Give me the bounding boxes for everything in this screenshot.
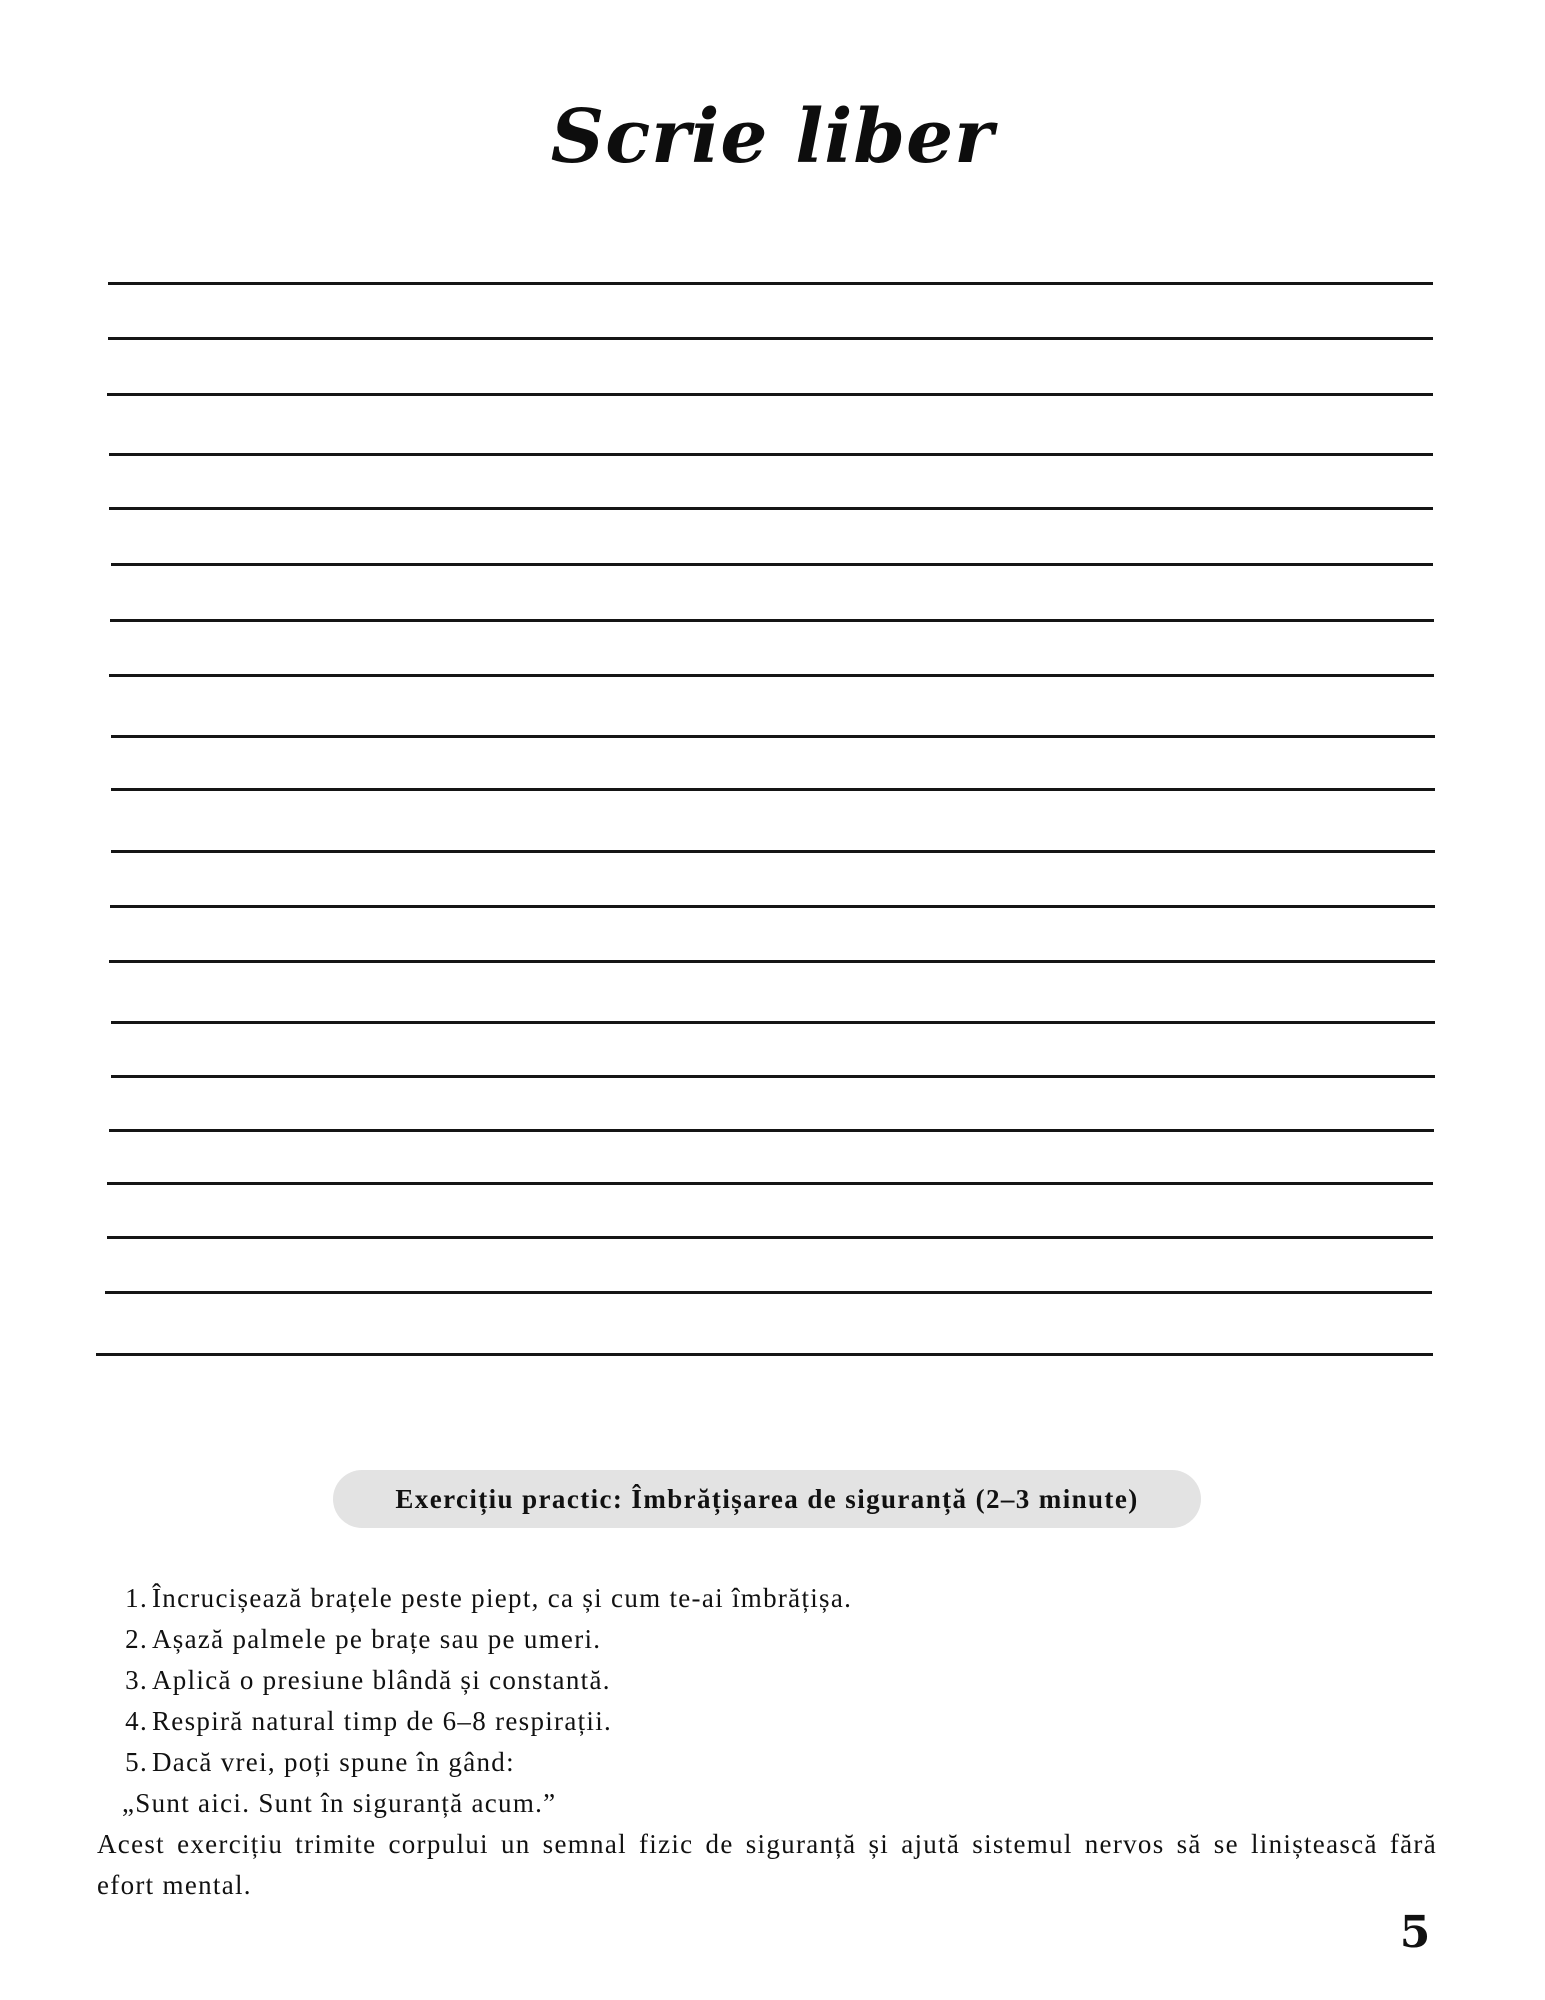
- step-number: 3.: [125, 1665, 148, 1695]
- step-text: Dacă vrei, poți spune în gând:: [152, 1747, 515, 1777]
- writing-line[interactable]: [111, 735, 1435, 738]
- writing-line[interactable]: [109, 1129, 1434, 1132]
- writing-line[interactable]: [108, 337, 1433, 340]
- step-number: 5.: [125, 1747, 148, 1777]
- step-number: 1.: [125, 1583, 148, 1613]
- writing-line[interactable]: [107, 1236, 1433, 1239]
- step-number: 4.: [125, 1706, 148, 1736]
- writing-line[interactable]: [111, 850, 1435, 853]
- exercise-steps: [114, 1578, 1434, 1783]
- exercise-heading: Exercițiu practic: Îmbrățișarea de siguranță (2–3 minute): [333, 1470, 1201, 1528]
- step-text: Respiră natural timp de 6–8 respirații.: [152, 1706, 613, 1736]
- page-title: Scrie liber: [550, 94, 995, 180]
- list-item: [114, 1578, 1434, 1619]
- writing-line[interactable]: [107, 393, 1433, 396]
- step-number: 2.: [125, 1624, 148, 1654]
- writing-line[interactable]: [108, 282, 1433, 285]
- writing-line[interactable]: [110, 619, 1434, 622]
- writing-line[interactable]: [111, 1021, 1435, 1024]
- writing-line[interactable]: [109, 960, 1435, 963]
- writing-line[interactable]: [111, 1075, 1435, 1078]
- affirmation-quote: „Sunt aici. Sunt în siguranță acum.”: [122, 1788, 557, 1818]
- writing-line[interactable]: [105, 1291, 1432, 1294]
- step-text: Așază palmele pe brațe sau pe umeri.: [152, 1624, 602, 1654]
- writing-line[interactable]: [110, 905, 1435, 908]
- writing-line[interactable]: [109, 507, 1433, 510]
- list-item: [114, 1701, 1434, 1742]
- writing-line[interactable]: [111, 788, 1435, 791]
- step-text: Aplică o presiune blândă și constantă.: [152, 1665, 611, 1695]
- list-item: [114, 1742, 1434, 1783]
- step-text: Încrucișează brațele peste piept, ca și cum te-ai îmbrățișa.: [152, 1583, 853, 1613]
- writing-line[interactable]: [111, 563, 1433, 566]
- list-item: [114, 1619, 1434, 1660]
- writing-line[interactable]: [96, 1353, 1433, 1356]
- writing-line[interactable]: [107, 1182, 1433, 1185]
- writing-line[interactable]: [109, 674, 1434, 677]
- list-item: [114, 1660, 1434, 1701]
- exercise-conclusion: Acest exercițiu trimite corpului un semnal fizic de siguranță și ajută sistemul nervos să se liniștească fără efort mental.: [97, 1829, 1437, 1900]
- writing-line[interactable]: [109, 453, 1433, 456]
- page-number: 5: [1399, 1907, 1431, 1958]
